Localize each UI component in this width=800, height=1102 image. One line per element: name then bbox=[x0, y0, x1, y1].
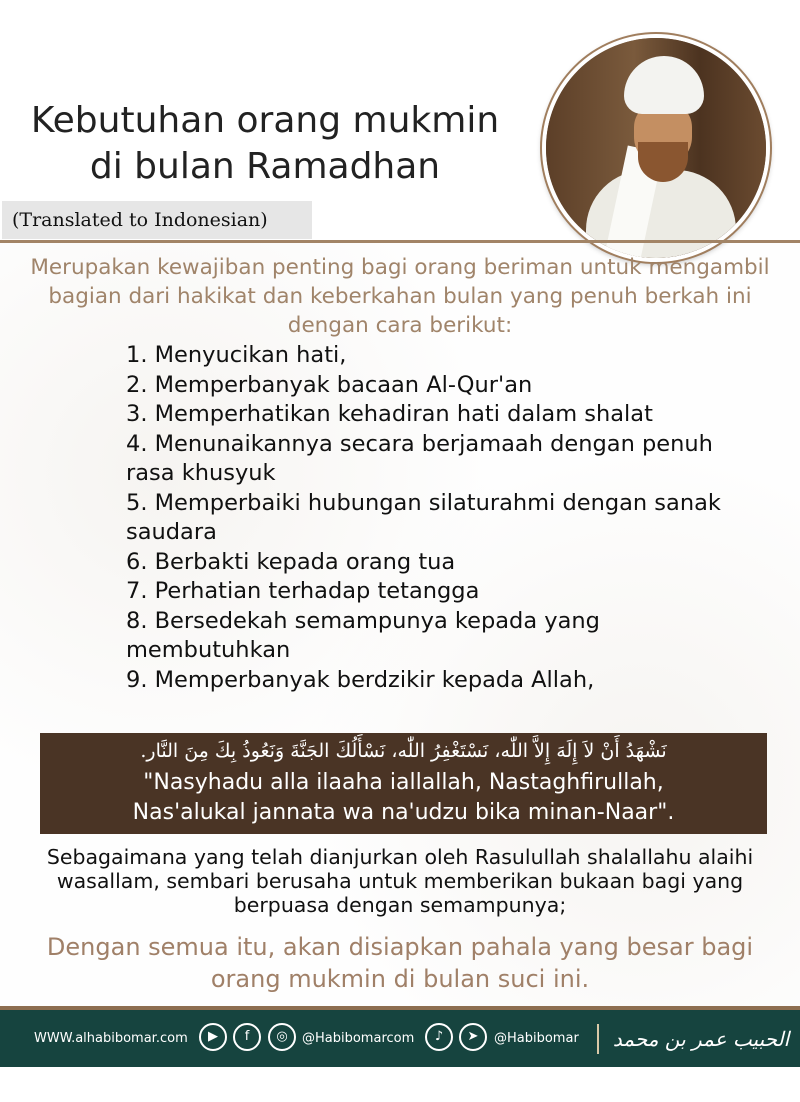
title-line-2: di bulan Ramadhan bbox=[89, 146, 441, 187]
instagram-icon[interactable]: ◎ bbox=[268, 1023, 296, 1051]
handle-habibomarcom[interactable]: @Habibomarcom bbox=[302, 1031, 415, 1046]
list-item: 5. Memperbaiki hubungan silaturahmi dengan sanak saudara bbox=[126, 489, 721, 545]
list-item: 6. Berbakti kepada orang tua bbox=[126, 548, 456, 575]
intro-text: Merupakan kewajiban penting bagi orang beriman untuk mengambil bagian dari hakikat dan keberkahan bulan yang penuh berkah ini dengan cara berikut: bbox=[30, 255, 770, 338]
youtube-icon[interactable]: ▶ bbox=[199, 1023, 227, 1051]
dua-box bbox=[40, 733, 767, 834]
twitter-icon[interactable]: ♪ bbox=[425, 1023, 453, 1051]
footer-separator bbox=[597, 1024, 599, 1054]
telegram-icon[interactable]: ➤ bbox=[459, 1023, 487, 1051]
list-item: 8. Bersedekah semampunya kepada yang membutuhkan bbox=[126, 607, 600, 663]
list-item: 3. Memperhatikan kehadiran hati dalam shalat bbox=[126, 401, 653, 427]
header-divider bbox=[0, 240, 800, 243]
title-line-1: Kebutuhan orang mukmin bbox=[30, 100, 500, 141]
list-item: 7. Perhatian terhadap tetangga bbox=[126, 578, 480, 604]
page-title bbox=[10, 98, 520, 190]
facebook-icon[interactable]: f bbox=[233, 1023, 261, 1051]
needs-list bbox=[126, 341, 766, 695]
website-link[interactable]: WWW.alhabibomar.com bbox=[34, 1031, 188, 1046]
list-item: 4. Menunaikannya secara berjamaah dengan penuh rasa khusyuk bbox=[126, 430, 713, 486]
portrait-photo bbox=[542, 34, 770, 262]
handle-habibomar[interactable]: @Habibomar bbox=[494, 1031, 579, 1046]
dua-arabic: نَشْهَدُ أَنْ لاَ إِلَهَ إِلاَّ اللّٰه، نَسْتَغْفِرُ اللّٰه، نَسْأَلُكَ الجَنَّةَ وَنَعُوذُ بِكَ مِنَ النَّار. bbox=[140, 740, 667, 762]
hadith-paragraph: Sebagaimana yang telah dianjurkan oleh Rasulullah shalallahu alaihi wasallam, sembari berusaha untuk memberikan bukaan bagi yang berpuasa dengan semampunya; bbox=[46, 845, 754, 917]
dua-latin-line-1: "Nasyhadu alla ilaaha iallallah, Nastaghfirullah, bbox=[143, 770, 664, 795]
signature-calligraphy: الحبيب عمر بن محمد بن سالم بن حفيظ bbox=[612, 1027, 790, 1093]
dua-latin-line-2: Nas'alukal jannata wa na'udzu bika minan-Naar". bbox=[132, 800, 675, 825]
footer-bar bbox=[0, 1010, 800, 1093]
closing-text: Dengan semua itu, akan disiapkan pahala yang besar bagi orang mukmin di bulan suci ini. bbox=[46, 933, 754, 993]
list-item: 2. Memperbanyak bacaan Al-Qur'an bbox=[126, 371, 533, 398]
list-item: 1. Menyucikan hati, bbox=[126, 342, 347, 368]
translated-label: (Translated to Indonesian) bbox=[2, 201, 312, 239]
list-item: 9. Memperbanyak berdzikir kepada Allah, bbox=[126, 666, 595, 693]
